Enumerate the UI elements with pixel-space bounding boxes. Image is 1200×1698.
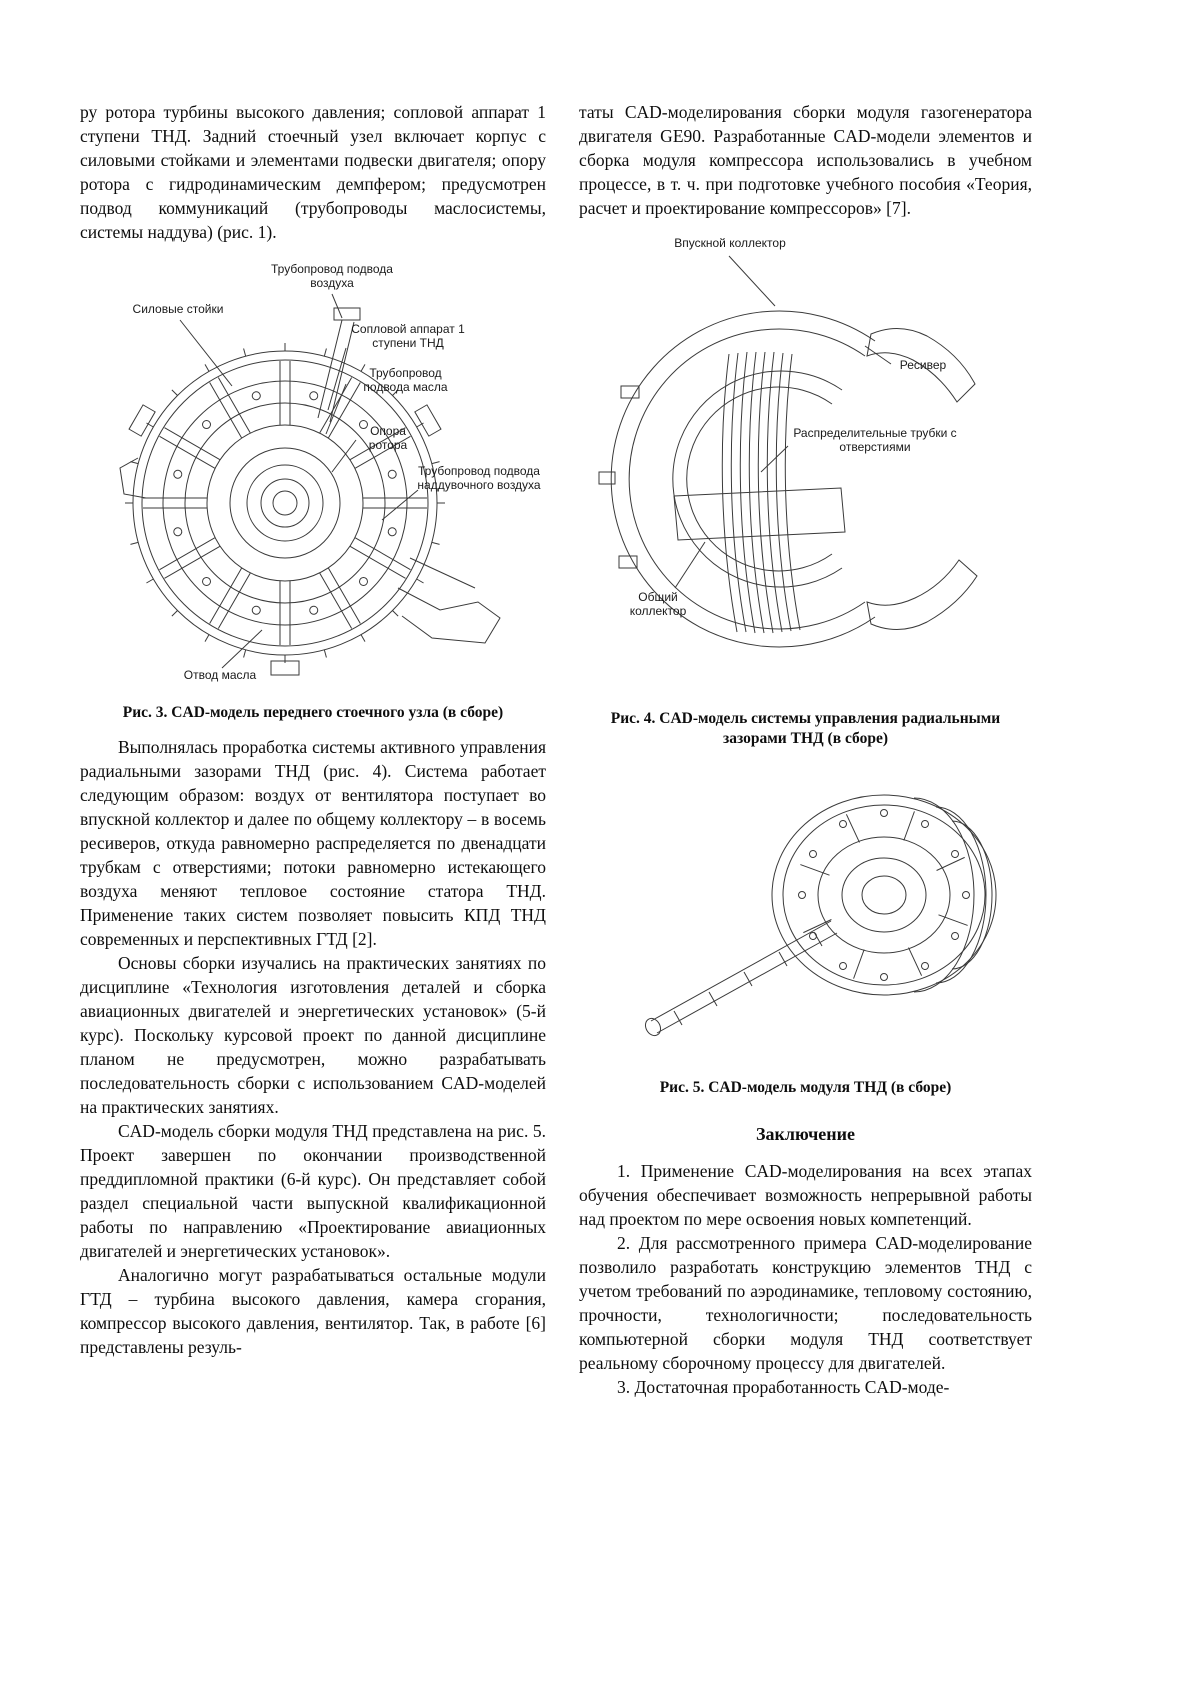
paragraph-cad-model: CAD-модель сборки модуля ТНД представлена на рис. 5. Проект завершен по окончании производственной преддипломной практики (6-й курс). Он представляет собой раздел специальной части выпускной квалификационной работы по направлению «Проектирование авиационных двигателей и энергетических установок». xyxy=(80,1121,546,1261)
fig4-label-raspredelitelnye-trubki: Распределительные трубки с отверстиями xyxy=(793,426,957,454)
fig3-label-truboprovod-vozdukha: Трубопровод подвода воздуха xyxy=(271,262,393,290)
fig3-label-silovye-stoyki: Силовые стойки xyxy=(132,302,224,316)
conclusion-heading: Заключение xyxy=(756,1124,855,1144)
fig3-label-otvod-masla: Отвод масла xyxy=(183,668,257,682)
figure-5 xyxy=(579,763,1032,1098)
figure-4-caption: Рис. 4. CAD-модель системы управления радиальными зазорами ТНД (в сборе) xyxy=(610,710,1001,747)
fig5-cad-drawing xyxy=(579,763,1032,1073)
fig4-label-resiver: Ресивер xyxy=(899,358,947,372)
paragraph-intro-continuation: ру ротора турбины высокого давления; сопловой аппарат 1 ступени ТНД. Задний стоечный узел включает корпус с силовыми стойками и элементами подвески двигателя; опору ротора с гидродинамическим демпфером; предусмотрен подвод коммуникаций (трубопроводы маслосистемы, системы наддува) (рис. 1). xyxy=(80,102,546,242)
paragraph-analogichno: Аналогично могут разрабатываться остальные модули ГТД – турбина высокого давления, камера сгорания, компрессор высокого давления, вентилятор. Так, в работе [6] представлены резуль- xyxy=(80,1265,546,1357)
fig4-label-vpusknoy-kollektor: Впускной коллектор xyxy=(674,236,786,250)
paragraph-taty-continuation: таты CAD-моделирования сборки модуля газогенератора двигателя GE90. Разработанные CAD-модели элементов и сборка модуля компрессора использовались в учебном процессе, в т. ч. при подготовке учебного пособия «Теория, расчет и проектирование компрессоров» [7]. xyxy=(579,102,1032,218)
fig3-label-opora-rotora: Опора ротора xyxy=(368,424,408,452)
figure-5-caption: Рис. 5. CAD-модель модуля ТНД (в сборе) xyxy=(659,1079,952,1096)
paragraph-zazory: Выполнялась проработка системы активного управления радиальными зазорами ТНД (рис. 4). Система работает следующим образом: воздух от вентилятора поступает во впускной коллектор и далее по общему коллектору – в восемь ресиверов, откуда равномерно распределяется по двенадцати трубкам с отверстиями; потоки равномерно истекающего воздуха меняют тепловое состояние статора ТНД. Применение таких систем позволяет повысить КПД ТНД современных и перспективных ГТД [2]. xyxy=(80,737,546,949)
conclusion-item-2: 2. Для рассмотренного примера CAD-моделирование позволило разработать конструкцию элементов ТНД с учетом требований по аэродинамике, тепловому состоянию, прочности, технологичности; последовательность компьютерной сборки модуля ТНД соответствует реальному сборочному процессу для двигателей. xyxy=(579,1233,1032,1373)
right-column xyxy=(579,100,1032,1399)
conclusion-item-3: 3. Достаточная проработанность CAD-моде- xyxy=(617,1377,950,1397)
two-column-layout xyxy=(80,100,1200,1399)
conclusion-item-1: 1. Применение CAD-моделирования на всех этапах обучения обеспечивает возможность непрерывной работы над проектом по мере освоения новых компетенций. xyxy=(579,1161,1032,1229)
fig4-label-obshchiy-kollektor: Общий коллектор xyxy=(629,590,687,618)
fig3-label-truboprovod-masla: Трубопровод подвода масла xyxy=(363,366,448,394)
figure-5-canvas xyxy=(579,763,1032,1073)
figure-3-canvas xyxy=(80,258,546,698)
figure-3-caption: Рис. 3. CAD-модель переднего стоечного узла (в сборе) xyxy=(122,704,504,721)
paragraph-osnovy: Основы сборки изучались на практических занятиях по дисциплине «Технология изготовления деталей и сборка авиационных двигателей и энергетических установок» (5-й курс). Поскольку курсовой проект по данной дисциплине планом не предусмотрен, можно разрабатывать последовательность сборки с использованием CAD-моделей на практических занятиях. xyxy=(80,953,546,1117)
fig3-label-soplovoy-apparat: Сопловой аппарат 1 ступени ТНД xyxy=(351,322,465,350)
figure-4 xyxy=(579,234,1032,749)
fig3-label-truboprovod-nadduv: Трубопровод подвода наддувочного воздуха xyxy=(417,464,541,492)
left-column xyxy=(80,100,546,1399)
figure-4-canvas xyxy=(579,234,1032,704)
figure-3 xyxy=(80,258,546,723)
fig4-cad-drawing xyxy=(579,234,1032,704)
